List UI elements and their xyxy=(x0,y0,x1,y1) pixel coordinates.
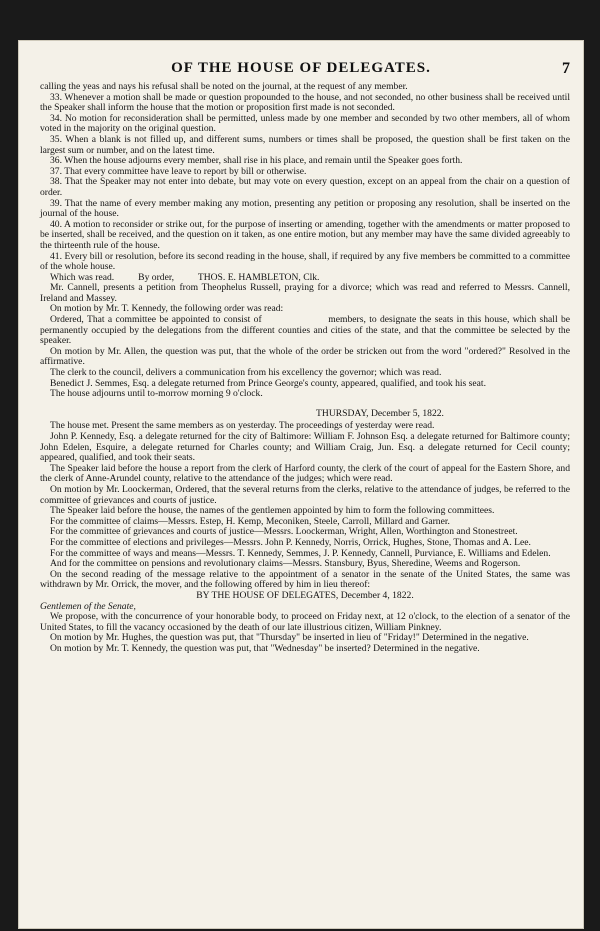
paragraph: The clerk to the council, delivers a communication from his excellency the governor; which was read. xyxy=(50,367,442,379)
page-number: 7 xyxy=(562,60,570,77)
salutation: Gentlemen of the Senate, xyxy=(40,600,136,612)
paragraph: On motion by Mr. Hughes, the question was put, that "Thursday" be inserted in lieu of "Friday!" Determined in the negative. xyxy=(50,632,529,644)
document-page xyxy=(18,40,584,929)
paragraph: The Speaker laid before the house, the names of the gentlemen appointed by him to form the following committees. xyxy=(50,505,495,517)
signature-line: Which was read. By order, THOS. E. HAMBLETON, Clk. xyxy=(50,271,320,283)
paragraph: On motion by Mr. Loockerman, Ordered, that the several returns from the clerks, relative to the attendance of judges, be referred to the committee of grievances and courts of justice. xyxy=(40,483,570,506)
paragraph: The Speaker laid before the house a report from the clerk of Harford county, the clerk of the court of appeal for the Eastern Shore, and the clerk of Anne-Arundel county, relative to the attendance of the judges; which were read. xyxy=(40,462,570,485)
rule-39: 39. That the name of every member making any motion, presenting any petition or proposing any resolution, shall be inserted on the journal of the house. xyxy=(40,197,570,220)
paragraph: On the second reading of the message relative to the appointment of a senator in the senate of the United States, the same was withdrawn by Mr. Orrick, the mover, and the following offered by him in lieu thereof: xyxy=(40,568,570,591)
document-body xyxy=(40,81,573,923)
paragraph: The house adjourns until to-morrow morning 9 o'clock. xyxy=(50,388,263,400)
paragraph: Mr. Cannell, presents a petition from Theophelus Russell, praying for a divorce; which was read and referred to Messrs. Cannell, Ireland and Massey. xyxy=(40,282,570,304)
rule-34: 34. No motion for reconsideration shall be permitted, unless made by one member and seconded by two other members, all of whom voted in the majority on the original question. xyxy=(40,112,570,135)
rule-35: 35. When a blank is not filled up, and different sums, numbers or times shall be proposed, the question shall be first taken on the largest sum or number, and on the latest time. xyxy=(40,133,570,156)
committee-pensions: And for the committee on pensions and revolutionary claims—Messrs. Stansbury, Byus, Sheredine, Weems and Rogerson. xyxy=(50,558,521,570)
day-heading: THURSDAY, December 5, 1822. xyxy=(316,407,444,419)
resolution-heading: BY THE HOUSE OF DELEGATES, December 4, 1822. xyxy=(196,589,414,601)
committee-claims: For the committee of claims—Messrs. Estep, H. Kemp, Meconiken, Steele, Carroll, Millard and Garner. xyxy=(50,515,450,527)
paragraph: On motion by Mr. T. Kennedy, the question was put, that "Wednesday" be inserted? Determined in the negative. xyxy=(50,642,480,654)
rule-41: 41. Every bill or resolution, before its second reading in the house, shall, if required by any five members be committed to a committee of the whole house. xyxy=(40,250,570,273)
rule-40: 40. A motion to reconsider or strike out, for the purpose of inserting or amending, together with the amendments or matter proposed to be inserted, shall be received, and the question on it taken, as one entire motion, but any member may have the same divided agreeably to the thirteenth rule of the house. xyxy=(40,218,570,251)
rule-37: 37. That every committee have leave to report by bill or otherwise. xyxy=(50,165,307,177)
order-paragraph: Ordered, That a committee be appointed to consist of members, to designate the seats in this house, which shall be permanently occupied by the delegations from the different counties and cities of the state, and that the committee be selected by the speaker. xyxy=(40,314,573,347)
paragraph: On motion by Mr. T. Kennedy, the following order was read: xyxy=(50,303,284,315)
rule-33: 33. Whenever a motion shall be made or question propounded to the house, and not seconded, no other business shall be received until the Speaker shall inform the house that the motion or proposition first made is not seconded. xyxy=(40,91,570,114)
committee-ways-means: For the committee of ways and means—Messrs. T. Kennedy, Semmes, J. P. Kennedy, Cannell, Purviance, E. Williams and Edelen. xyxy=(50,547,551,559)
page-header: OF THE HOUSE OF DELEGATES. xyxy=(171,60,431,76)
paragraph: The house met. Present the same members as on yesterday. The proceedings of yesterday were read. xyxy=(50,420,435,432)
committee-grievances: For the committee of grievances and courts of justice—Messrs. Loockerman, Wright, Allen, Worthington and Stonestreet. xyxy=(50,526,518,538)
rule-38: 38. That the Speaker may not enter into debate, but may vote on every question, except on an appeal from the chair on a question of order. xyxy=(40,176,570,198)
paragraph: calling the yeas and nays his refusal shall be noted on the journal, at the request of any member. xyxy=(40,81,408,92)
paragraph: Benedict J. Semmes, Esq. a delegate returned from Prince George's county, appeared, qualified, and took his seat. xyxy=(50,377,486,389)
paragraph: We propose, with the concurrence of your honorable body, to proceed on Friday next, at 12 o'clock, to the election of a senator of the United States, to fill the vacancy occasioned by the death of our late illustrious citizen, William Pinkney. xyxy=(40,611,570,633)
paragraph: On motion by Mr. Allen, the question was put, that the whole of the order be stricken out from the word "ordered?" Resolved in the affirmative. xyxy=(40,345,570,368)
committee-elections: For the committee of elections and privileges—Messrs. John P. Kennedy, Norris, Orrick, Hughes, Stone, Thomas and A. Lee. xyxy=(50,536,531,548)
rule-36: 36. When the house adjourns every member, shall rise in his place, and remain until the Speaker goes forth. xyxy=(50,155,463,167)
paragraph: John P. Kennedy, Esq. a delegate returned for the city of Baltimore: William F. Johnson Esq. a delegate returned for Baltimore county; John Edelen, Esquire, a delegate returned for Charles county; and William Craig, Jun. Esq. a delegate returned for Cecil county; appeared, qualified, and took their seats. xyxy=(40,431,570,464)
